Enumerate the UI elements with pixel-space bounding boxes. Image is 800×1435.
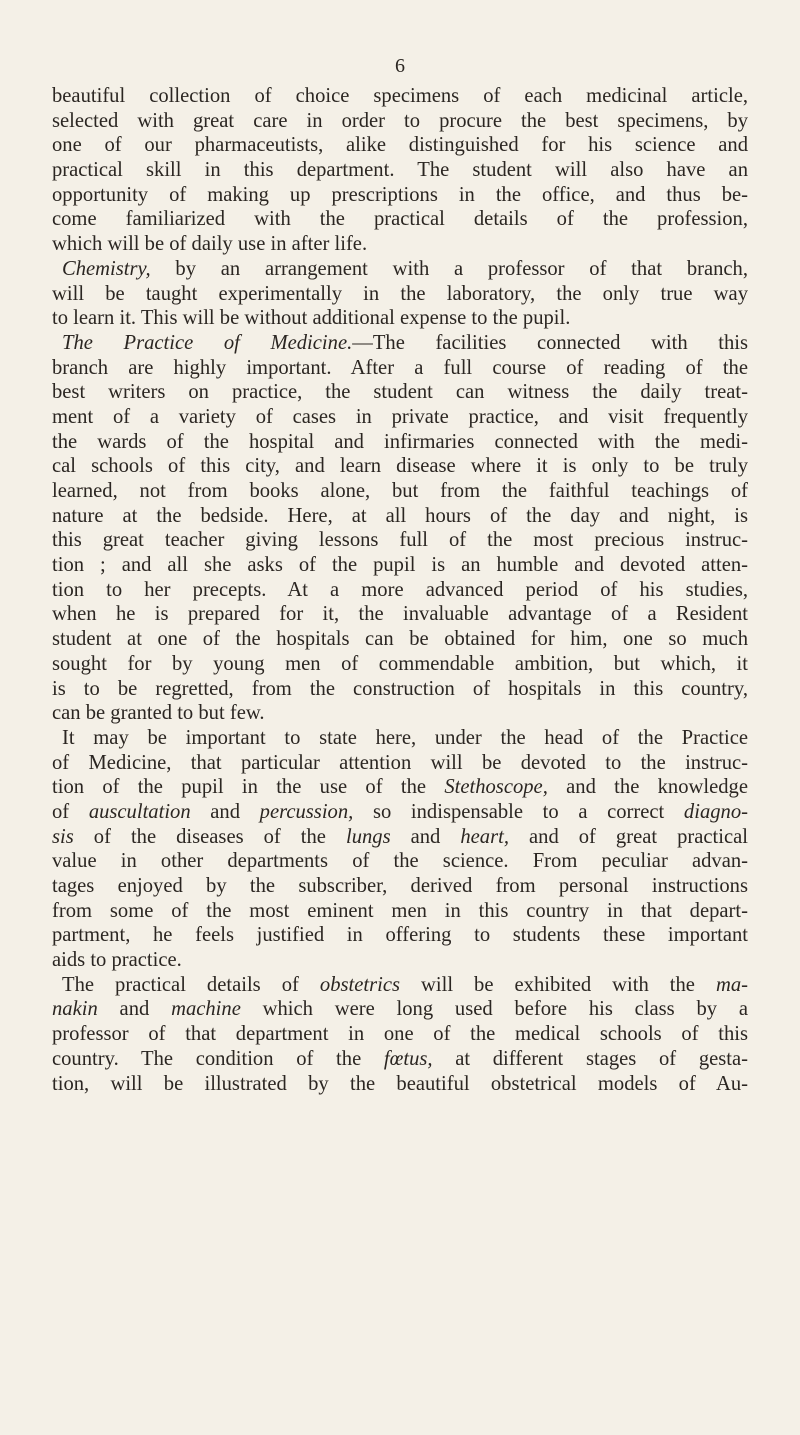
text-segment: student at one of the hospitals can be obtained for him, one so much (52, 628, 748, 651)
text-segment: of Medicine, that particular attention will be devoted to the instruc- (52, 751, 748, 774)
text-line (52, 232, 748, 257)
italic-term: fœtus, (383, 1047, 433, 1070)
text-segment: this great teacher giving lessons full of the most precious instruc- (52, 529, 748, 552)
text-line (52, 553, 748, 578)
text-segment: country. The condition of the (52, 1047, 384, 1070)
text-segment: of (52, 800, 89, 823)
text-line (52, 948, 748, 973)
text-segment: learned, not from books alone, but from the faithful teachings of (52, 480, 748, 502)
italic-term: auscultation (88, 800, 191, 823)
text-segment: and of great practical (509, 825, 748, 848)
text-segment: the wards of the hospital and infirmaries connected with the medi- (52, 430, 748, 453)
text-segment: sought for by young men of commendable ambition, but which, it (52, 652, 748, 675)
text-line (52, 578, 748, 603)
text-segment: The practical details of (62, 973, 320, 996)
text-segment: best writers on practice, the student can witness the daily treat- (52, 381, 748, 404)
italic-term: heart, (460, 825, 509, 848)
text-segment: and the knowledge (547, 776, 748, 799)
italic-term: sis (52, 825, 74, 848)
text-line (52, 652, 748, 677)
text-segment: which were long used before his class by a (240, 998, 748, 1021)
italic-term: diagno- (683, 800, 748, 823)
text-segment: selected with great care in order to procure the best specimens, by (52, 109, 748, 132)
text-line (52, 1072, 748, 1097)
text-line (52, 849, 748, 874)
italic-term: nakin (52, 998, 98, 1021)
text-line (52, 899, 748, 924)
text-segment: aids to practice. (52, 949, 182, 972)
text-segment: at different stages of gesta- (432, 1047, 748, 1070)
text-segment: and (97, 998, 172, 1021)
text-segment: by an arrangement with a professor of that branch, (150, 257, 748, 280)
text-line (52, 207, 748, 232)
text-segment: of the diseases of the (73, 825, 346, 848)
text-segment: value in other departments of the science. From peculiar advan- (52, 850, 748, 873)
text-line (52, 726, 748, 751)
text-line (52, 158, 748, 183)
text-segment: ment of a variety of cases in private practice, and visit frequently (52, 405, 748, 428)
text-line (52, 1047, 748, 1072)
text-segment: when he is prepared for it, the invaluable advantage of a Resident (52, 603, 748, 626)
text-segment: will be taught experimentally in the laboratory, the only true way (52, 282, 748, 305)
text-line (52, 380, 748, 405)
text-line (52, 825, 748, 850)
text-line (52, 800, 748, 825)
text-segment: one of our pharmaceutists, alike distinguished for his science and (52, 134, 748, 157)
text-line (52, 602, 748, 627)
text-line (52, 701, 748, 726)
text-segment: can be granted to but few. (52, 702, 265, 725)
text-line (52, 528, 748, 553)
text-line (52, 331, 748, 356)
text-line (52, 479, 748, 504)
text-segment: tion ; and all she asks of the pupil is an humble and devoted atten- (52, 554, 748, 577)
text-segment: tion to her precepts. At a more advanced period of his studies, (52, 578, 748, 601)
text-segment: will be exhibited with the (399, 973, 716, 996)
italic-term: percussion, (259, 800, 354, 823)
italic-term: Chemistry, (62, 257, 151, 280)
text-line (52, 306, 748, 331)
text-segment: so indispensable to a correct (353, 800, 684, 823)
text-segment: opportunity of making up prescriptions in the office, and thus be- (52, 183, 748, 206)
italic-term: lungs (345, 825, 391, 848)
text-segment: professor of that department in one of the medical schools of this (52, 1023, 748, 1046)
text-line (52, 84, 748, 109)
text-line (52, 677, 748, 702)
text-line (52, 751, 748, 776)
text-segment: tion, will be illustrated by the beautiful obstetrical models of Au- (52, 1072, 748, 1095)
text-line (52, 183, 748, 208)
text-line (52, 282, 748, 307)
text-segment: partment, he feels justified in offering to students these important (52, 924, 748, 947)
text-segment: is to be regretted, from the construction of hospitals in this country, (52, 677, 748, 700)
body-text (52, 84, 748, 1096)
text-segment: and (390, 825, 461, 848)
text-line (52, 405, 748, 430)
text-line (52, 973, 748, 998)
text-line (52, 257, 748, 282)
text-line (52, 356, 748, 381)
italic-term: ma- (715, 973, 748, 996)
text-segment: nature at the bedside. Here, at all hours of the day and night, is (52, 504, 748, 527)
page-number: 6 (395, 55, 405, 77)
italic-term: The Practice of Medicine. (62, 331, 353, 354)
text-line (52, 874, 748, 899)
text-segment: from some of the most eminent men in this country in that depart- (52, 899, 748, 922)
text-segment: —The facilities connected with this (352, 331, 748, 354)
text-segment: practical skill in this department. The student will also have an (52, 159, 748, 182)
text-segment: branch are highly important. After a full course of reading of the (52, 356, 748, 379)
text-line (52, 997, 748, 1022)
text-segment: cal schools of this city, and learn disease where it is only to be truly (52, 455, 748, 478)
text-segment: tion of the pupil in the use of the (52, 776, 445, 799)
text-line (52, 923, 748, 948)
text-line (52, 1022, 748, 1047)
text-segment: tages enjoyed by the subscriber, derived from personal instructions (52, 875, 748, 897)
italic-term: obstetrics (319, 973, 400, 996)
italic-term: machine (171, 998, 241, 1021)
text-segment: which will be of daily use in after life. (52, 233, 368, 256)
text-line (52, 775, 748, 800)
italic-term: Stethoscope, (444, 776, 548, 799)
text-line (52, 133, 748, 158)
text-segment: come familiarized with the practical details of the profession, (52, 208, 748, 231)
text-segment: and (190, 800, 260, 823)
text-line (52, 430, 748, 455)
text-line (52, 109, 748, 134)
text-line (52, 504, 748, 529)
text-line (52, 627, 748, 652)
text-segment: beautiful collection of choice specimens of each medicinal article, (52, 85, 748, 107)
text-segment: to learn it. This will be without additional expense to the pupil. (52, 307, 571, 330)
text-segment: It may be important to state here, under the head of the Practice (62, 726, 748, 749)
text-line (52, 454, 748, 479)
